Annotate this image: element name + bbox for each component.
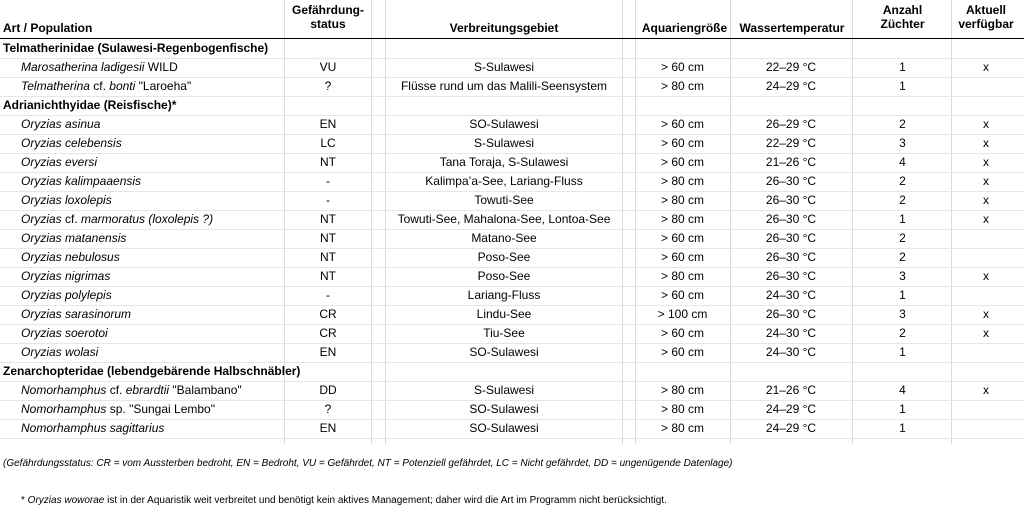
available-cell: x [983,212,989,226]
species-genus: Nomorhamphus [21,402,107,416]
breeders-cell: 1 [899,212,906,226]
temp-cell: 26–30 °C [765,231,817,245]
temp-cell: 26–30 °C [765,174,817,188]
available-cell: x [983,117,989,131]
species-name: Oryzias wolasi [21,345,99,359]
tank-cell: > 60 cm [660,326,705,340]
temp-cell: 26–30 °C [765,212,817,226]
tank-cell: > 60 cm [660,117,705,131]
species-suffix: (loxolepis ?) [145,212,214,226]
table-row [0,324,1024,344]
status-cell: - [326,193,330,207]
temp-cell: 24–29 °C [765,402,817,416]
temp-cell: 24–30 °C [765,288,817,302]
table-header [0,0,1024,39]
status-cell: LC [320,136,336,150]
breeders-cell: 4 [899,155,906,169]
tank-cell: > 80 cm [660,383,705,397]
available-cell [952,77,1020,96]
header-available-line2: verfügbar [958,17,1014,31]
species-name: Oryzias nebulosus [21,250,120,264]
species-suffix: "Laroeha" [135,79,192,93]
available-cell: x [983,326,989,340]
region-cell: Tiu-See [483,326,525,340]
species-qualifier: cf. [61,212,82,226]
footnote-species: Oryzias woworae [27,495,105,506]
table-row [0,134,1024,154]
header-available [952,3,1020,31]
temp-cell: 24–30 °C [765,326,817,340]
temp-cell: 26–30 °C [765,307,817,321]
breeders-cell: 2 [899,117,906,131]
species-name: Nomorhamphus sagittarius [21,421,165,435]
breeders-cell: 1 [899,421,906,435]
species-name: Oryzias loxolepis [21,193,112,207]
region-cell: Poso-See [477,250,531,264]
tank-cell: > 80 cm [660,212,705,226]
species-suffix: "Sungai Lembo" [129,402,215,416]
table-row [0,210,1024,230]
temp-cell: 24–29 °C [765,79,817,93]
species-name: Oryzias matanensis [21,231,127,245]
temp-cell: 21–26 °C [765,383,817,397]
family-label: Adrianichthyidae (Reisfische)* [3,98,177,112]
species-genus: Telmatherina [21,79,90,93]
table-row [0,267,1024,287]
breeders-cell: 3 [899,269,906,283]
tank-cell: > 60 cm [660,155,705,169]
header-breeders-line1: Anzahl [882,3,923,17]
tank-cell: > 80 cm [660,402,705,416]
table-row [0,381,1024,401]
table-row [0,191,1024,211]
region-cell: Lariang-Fluss [467,288,541,302]
species-name: Oryzias asinua [21,117,101,131]
available-cell: x [983,193,989,207]
status-cell: ? [324,402,332,416]
breeders-cell: 2 [899,174,906,188]
temp-cell: 22–29 °C [765,60,817,74]
header-status-line2: status [310,17,346,31]
tank-cell: > 60 cm [660,288,705,302]
family-label: Zenarchopteridae (lebendgebärende Halbschnäbler) [3,364,301,378]
status-cell: NT [320,269,336,283]
tank-cell: > 60 cm [660,250,705,264]
tank-cell: > 60 cm [660,60,705,74]
status-cell: EN [319,117,337,131]
status-cell: CR [319,307,337,321]
species-name [21,77,191,96]
table-row [0,229,1024,249]
temp-cell: 26–30 °C [765,193,817,207]
species-name-text: Marosatherina ladigesii [21,60,145,74]
species-name: Oryzias nigrimas [21,269,111,283]
species-suffix: WILD [144,60,178,74]
header-species: Art / Population [3,21,93,35]
header-breeders [853,3,952,31]
status-legend: (Gefährdungsstatus: CR = vom Aussterben bedroht, EN = Bedroht, VU = Gefährdet, NT = Potenziell gefährdet, LC = Nicht gefährdet, DD = ungenügende Datenlage) [3,458,733,469]
breeders-cell: 2 [899,250,906,264]
breeders-cell: 1 [899,60,906,74]
header-status [285,3,371,31]
tank-cell: > 80 cm [660,79,705,93]
temp-cell: 26–30 °C [765,269,817,283]
header-temp: Wassertemperatur [739,21,845,35]
tank-cell: > 80 cm [660,193,705,207]
tank-cell: > 80 cm [660,269,705,283]
header-tank: Aquariengröße [641,21,728,35]
breeders-cell: 3 [899,136,906,150]
status-cell: - [326,288,330,302]
region-cell: Kalimpa’a-See, Lariang-Fluss [425,174,583,188]
family-row [0,39,1024,59]
tank-cell: > 80 cm [660,421,705,435]
status-cell: VU [319,60,337,74]
species-epithet: ebrardtii [125,383,170,397]
breeders-cell: 1 [899,402,906,416]
status-cell: - [326,174,330,188]
available-cell: x [983,136,989,150]
species-name [21,58,178,77]
header-status-line1: Gefährdung- [292,3,364,17]
footnote [21,495,667,506]
table-row [0,77,1024,97]
breeders-cell: 2 [899,193,906,207]
available-cell: x [983,155,989,169]
available-cell: x [983,307,989,321]
breeders-cell: 2 [899,326,906,340]
region-cell: Poso-See [477,269,531,283]
breeders-cell: 4 [899,383,906,397]
species-name: Oryzias celebensis [21,136,122,150]
species-genus: Nomorhamphus [21,383,107,397]
available-cell: x [983,269,989,283]
table-row [0,172,1024,192]
status-cell: EN [319,345,337,359]
available-cell [952,229,1020,248]
status-cell: CR [319,326,337,340]
region-cell: SO-Sulawesi [469,117,539,131]
species-name [21,381,242,400]
header-region: Verbreitungsgebiet [449,21,559,35]
footnote-prefix: * [21,495,28,506]
tank-cell: > 60 cm [660,136,705,150]
species-name: Oryzias soerotoi [21,326,108,340]
status-cell: NT [320,155,336,169]
available-cell: x [983,60,989,74]
table-row [0,153,1024,173]
table-row [0,400,1024,420]
species-name: Oryzias sarasinorum [21,307,132,321]
breeders-cell: 3 [899,307,906,321]
available-cell [952,419,1020,438]
species-name: Oryzias polylepis [21,288,112,302]
table-row [0,305,1024,325]
table-row [0,286,1024,306]
species-name: Oryzias eversi [21,155,98,169]
available-cell [952,343,1020,362]
temp-cell: 22–29 °C [765,136,817,150]
available-cell [952,286,1020,305]
status-cell: NT [320,250,336,264]
region-cell: Tana Toraja, S-Sulawesi [439,155,569,169]
temp-cell: 24–29 °C [765,421,817,435]
species-epithet: bonti [109,79,136,93]
region-cell: S-Sulawesi [473,136,535,150]
species-name [21,400,215,419]
tank-cell: > 60 cm [660,345,705,359]
table-row [0,343,1024,363]
available-cell: x [983,174,989,188]
family-row [0,96,1024,116]
temp-cell: 26–30 °C [765,250,817,264]
tank-cell: > 80 cm [660,174,705,188]
region-cell: SO-Sulawesi [469,345,539,359]
breeders-cell: 1 [899,345,906,359]
family-label: Telmatherinidae (Sulawesi-Regenbogenfische) [3,41,269,55]
available-cell: x [983,383,989,397]
header-breeders-line2: Züchter [880,17,925,31]
header-available-line1: Aktuell [965,3,1006,17]
species-name [21,210,213,229]
breeders-cell: 1 [899,288,906,302]
species-qualifier: cf. [106,383,126,397]
region-cell: Lindu-See [476,307,532,321]
tank-cell: > 100 cm [657,307,708,321]
temp-cell: 21–26 °C [765,155,817,169]
region-cell: S-Sulawesi [473,383,535,397]
temp-cell: 26–29 °C [765,117,817,131]
status-cell: ? [324,79,332,93]
species-qualifier: sp. [106,402,130,416]
available-cell [952,400,1020,419]
tank-cell: > 60 cm [660,231,705,245]
table-row [0,419,1024,439]
footnote-text: ist in der Aquaristik weit verbreitet und benötigt kein aktives Management; daher wird die Art im Programm nicht berücksichtigt. [104,495,667,506]
species-qualifier: cf. [89,79,110,93]
breeders-cell: 2 [899,231,906,245]
species-epithet: marmoratus [81,212,146,226]
status-cell: EN [319,421,337,435]
status-cell: DD [319,383,337,397]
species-suffix: "Balambano" [169,383,242,397]
region-cell: Matano-See [471,231,537,245]
table-row [0,58,1024,78]
region-cell: Flüsse rund um das Malili-Seensystem [400,79,608,93]
species-genus: Oryzias [21,212,62,226]
species-name: Oryzias kalimpaaensis [21,174,142,188]
table-row [0,115,1024,135]
breeders-cell: 1 [899,79,906,93]
status-cell: NT [320,231,336,245]
temp-cell: 24–30 °C [765,345,817,359]
region-cell: Towuti-See [474,193,534,207]
region-cell: S-Sulawesi [473,60,535,74]
family-row [0,362,1024,382]
region-cell: SO-Sulawesi [469,402,539,416]
table-row [0,248,1024,268]
region-cell: SO-Sulawesi [469,421,539,435]
status-cell: NT [320,212,336,226]
region-cell: Towuti-See, Mahalona-See, Lontoa-See [397,212,611,226]
available-cell [952,248,1020,267]
